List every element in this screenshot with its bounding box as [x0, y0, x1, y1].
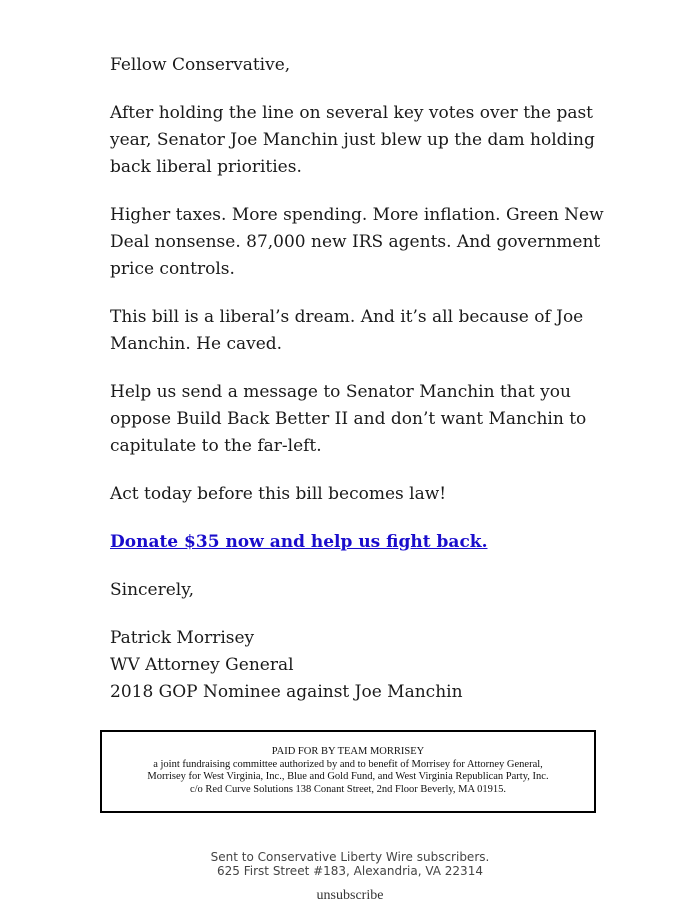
disclaimer-heading: PAID FOR BY TEAM MORRISEY	[271, 746, 425, 757]
disclaimer-line: c/o Red Curve Solutions 138 Conant Street, 2nd Floor Beverly, MA 01915.	[189, 783, 507, 795]
disclaimer-line: a joint fundraising committee authorized by and to benefit of Morrisey for Attorney General,	[153, 758, 543, 770]
paragraph: This bill is a liberal’s dream. And it’s all because of Joe Manchin. He caved.	[110, 307, 584, 354]
donate-paragraph	[110, 529, 610, 556]
letter-body	[110, 52, 610, 727]
footer-address: 625 First Street #183, Alexandria, VA 22314	[217, 864, 483, 878]
signature-block	[110, 625, 610, 706]
paid-for-disclaimer	[100, 730, 596, 813]
paragraph: Higher taxes. More spending. More inflation. Green New Deal nonsense. 87,000 new IRS agents. And government price controls.	[110, 205, 604, 279]
signature-name: Patrick Morrisey	[110, 628, 255, 648]
unsubscribe-container	[0, 888, 700, 904]
footer-sent-to: Sent to Conservative Liberty Wire subscribers.	[210, 850, 490, 864]
signature-subtitle: 2018 GOP Nominee against Joe Manchin	[110, 682, 463, 702]
signature-title: WV Attorney General	[110, 655, 294, 675]
unsubscribe-link[interactable]: unsubscribe	[316, 888, 384, 903]
closing: Sincerely,	[110, 580, 194, 600]
paragraph: Act today before this bill becomes law!	[110, 484, 447, 504]
paragraph: After holding the line on several key votes over the past year, Senator Joe Manchin just blew up the dam holding back liberal priorities.	[110, 103, 595, 177]
greeting: Fellow Conservative,	[110, 55, 291, 75]
disclaimer-line: Morrisey for West Virginia, Inc., Blue and Gold Fund, and West Virginia Republican Party, Inc.	[147, 771, 549, 782]
paragraph: Help us send a message to Senator Manchin that you oppose Build Back Better II and don’t want Manchin to capitulate to the far-left.	[110, 382, 587, 456]
email-footer	[0, 850, 700, 878]
donate-link[interactable]: Donate $35 now and help us fight back.	[110, 532, 488, 552]
